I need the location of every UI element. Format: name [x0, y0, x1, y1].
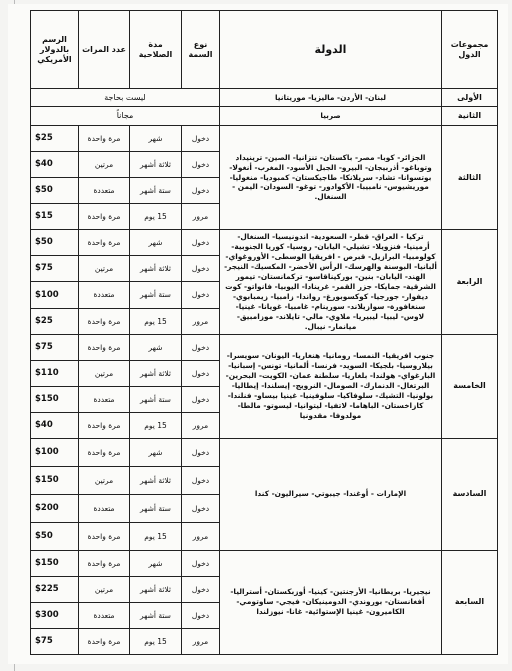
group-countries: جنوب افريقيا- النمسا- رومانيا- هنغاريا- اليونان- سويسرا- بيلاروسيا- بلجيكا- السويد- فرنسا- ألمانيا- تونس- إسبانيا- البارغواي- هولندا- بلغاريا- سلطنة عمان- الكويت- البحرين- البرتغال- الدنمارك- الصومال- النرويج- إيسلندا- إيطاليا- بولونيا- التشيك- سلوفاكيا- سلوفينيا- غينيا بيساو- فنلندا- كازاخستان- الباهاما- لاتفيا- ليتوانيا- ليسوتو- مالطا- مولدوفا- مقدونيا	[220, 334, 442, 438]
visa-fees-table	[30, 10, 498, 655]
header-entries: عدد المرات	[79, 11, 130, 89]
visa-type-cell: دخول	[182, 334, 220, 360]
validity-cell: 15 يوم	[130, 522, 182, 550]
fee-cell: $150	[31, 386, 79, 412]
entries-cell: متعددة	[79, 386, 130, 412]
group-countries: نيجيريا- بريطانيا- الأرجنتين- كينيا- أوزبكستان- أستراليا- أفغانستان- بوروندي- الدومينيكان- فيجي- ساوتومي- الكاميرون- غينيا الإستوائية- غانا- نيوزلندا	[220, 550, 442, 654]
entries-cell: مرتين	[79, 360, 130, 386]
group-name: السادسة	[442, 438, 498, 550]
entries-cell: مرتين	[79, 576, 130, 602]
visa-type-cell: دخول	[182, 602, 220, 628]
entries-cell: مرة واحدة	[79, 522, 130, 550]
visa-type-cell: دخول	[182, 550, 220, 576]
validity-cell: شهر	[130, 230, 182, 256]
visa-type-cell: مرور	[182, 308, 220, 334]
fee-row	[31, 126, 498, 152]
validity-cell: ثلاثة أشهر	[130, 576, 182, 602]
fee-cell: $40	[31, 412, 79, 438]
validity-cell: ثلاثة أشهر	[130, 152, 182, 178]
fee-cell: $100	[31, 438, 79, 466]
validity-cell: 15 يوم	[130, 628, 182, 654]
validity-cell: 15 يوم	[130, 412, 182, 438]
fee-cell: $50	[31, 178, 79, 204]
fee-cell: $150	[31, 550, 79, 576]
validity-cell: شهر	[130, 334, 182, 360]
validity-cell: ثلاثة أشهر	[130, 256, 182, 282]
entries-cell: مرة واحدة	[79, 438, 130, 466]
group-countries: لبنان- الأردن- ماليزيا- موريتانيا	[220, 89, 442, 107]
header-group: مجموعات الدول	[442, 11, 498, 89]
header-countries: الدولة	[220, 11, 442, 89]
fee-cell: $25	[31, 308, 79, 334]
validity-cell: ثلاثة أشهر	[130, 360, 182, 386]
group-row	[31, 89, 498, 107]
group-name: الثانية	[442, 107, 498, 126]
group-name: الخامسة	[442, 334, 498, 438]
group-name: الثالثة	[442, 126, 498, 230]
visa-type-cell: مرور	[182, 628, 220, 654]
validity-cell: شهر	[130, 438, 182, 466]
visa-type-cell: دخول	[182, 256, 220, 282]
fee-cell: $50	[31, 522, 79, 550]
fee-cell: $225	[31, 576, 79, 602]
fee-cell: $75	[31, 256, 79, 282]
header-row	[31, 11, 498, 89]
group-note: مجاناً	[31, 107, 220, 126]
validity-cell: ستة أشهر	[130, 602, 182, 628]
fee-row	[31, 230, 498, 256]
entries-cell: متعددة	[79, 282, 130, 308]
visa-type-cell: دخول	[182, 178, 220, 204]
entries-cell: مرة واحدة	[79, 412, 130, 438]
fee-cell: $100	[31, 282, 79, 308]
entries-cell: مرة واحدة	[79, 550, 130, 576]
fee-row	[31, 550, 498, 576]
entries-cell: مرتين	[79, 466, 130, 494]
validity-cell: ستة أشهر	[130, 386, 182, 412]
entries-cell: مرة واحدة	[79, 628, 130, 654]
entries-cell: مرة واحدة	[79, 204, 130, 230]
validity-cell: شهر	[130, 550, 182, 576]
visa-type-cell: مرور	[182, 204, 220, 230]
entries-cell: مرة واحدة	[79, 308, 130, 334]
fee-cell: $150	[31, 466, 79, 494]
validity-cell: شهر	[130, 126, 182, 152]
fee-cell: $75	[31, 628, 79, 654]
visa-type-cell: دخول	[182, 438, 220, 466]
group-name: الأولى	[442, 89, 498, 107]
visa-type-cell: دخول	[182, 126, 220, 152]
visa-type-cell: دخول	[182, 230, 220, 256]
validity-cell: 15 يوم	[130, 308, 182, 334]
fee-cell: $40	[31, 152, 79, 178]
fee-row	[31, 438, 498, 466]
visa-type-cell: مرور	[182, 522, 220, 550]
visa-type-cell: دخول	[182, 360, 220, 386]
group-row	[31, 107, 498, 126]
fee-cell: $200	[31, 494, 79, 522]
fee-cell: $110	[31, 360, 79, 386]
document-page	[8, 4, 508, 664]
fee-cell: $15	[31, 204, 79, 230]
visa-type-cell: دخول	[182, 282, 220, 308]
entries-cell: مرة واحدة	[79, 334, 130, 360]
visa-type-cell: دخول	[182, 466, 220, 494]
entries-cell: مرتين	[79, 256, 130, 282]
group-countries: الإمارات - أوغندا- جيبوتي- سيراليون- كندا	[220, 438, 442, 550]
fee-row	[31, 334, 498, 360]
validity-cell: ثلاثة أشهر	[130, 466, 182, 494]
visa-type-cell: دخول	[182, 494, 220, 522]
entries-cell: متعددة	[79, 494, 130, 522]
header-visa-type: نوع السمة	[182, 11, 220, 89]
header-validity: مدة الصلاحية	[130, 11, 182, 89]
fee-cell: $25	[31, 126, 79, 152]
visa-type-cell: دخول	[182, 576, 220, 602]
group-note: ليست بحاجة	[31, 89, 220, 107]
header-fee: الرسم بالدولار الأمريكي	[31, 11, 79, 89]
validity-cell: 15 يوم	[130, 204, 182, 230]
visa-type-cell: دخول	[182, 386, 220, 412]
validity-cell: ستة أشهر	[130, 494, 182, 522]
entries-cell: مرة واحدة	[79, 126, 130, 152]
fee-cell: $50	[31, 230, 79, 256]
fee-cell: $300	[31, 602, 79, 628]
entries-cell: مرتين	[79, 152, 130, 178]
entries-cell: مرة واحدة	[79, 230, 130, 256]
fee-cell: $75	[31, 334, 79, 360]
entries-cell: متعددة	[79, 178, 130, 204]
validity-cell: ستة أشهر	[130, 282, 182, 308]
group-countries: تركيا - العراق- قطر- السعودية- اندونيسيا- السنغال- أرمينيا- فنزويلا- تشيلي- اليابان- روسيا- كوريا الجنوبية- كولومبيا- البرازيل- قبرص - افريقيا الوسطى- الأوروغواي- ألبانيا- البوسنة والهرسك- الرأس الأخضر- المكسيك- النيجر- الهند- اليابان- بنين- بوركيناقاسو- تركمانستان- تيمور الشرقية- جمايكا- جزر القمر- غرينادا- اليوبيا- فانواتو- كوت ديفوار- جورجيا- كوكسوبورغ- رواندا- زامبيا- زيمبابوي- سنغافورة- سوازيلاند- سورينام- غامبيا- غويانا- غينيا- لاوس- ليبيا- ليبيريا- ملاوي- مالي- تايلاند- موزامبيق- ميانمار- نيبال.	[220, 230, 442, 335]
validity-cell: ستة أشهر	[130, 178, 182, 204]
group-name: السابعة	[442, 550, 498, 654]
entries-cell: متعددة	[79, 602, 130, 628]
visa-type-cell: مرور	[182, 412, 220, 438]
visa-type-cell: دخول	[182, 152, 220, 178]
group-name: الرابعة	[442, 230, 498, 335]
group-countries: الجزائر- كوبا- مصر- باكستان- تنزانيا- الصين- ترينيداد وتوباغو- أذربيجان- البيرو- الجبل الأسود- المغرب- أنغولا- بوتسوانا- تشاد- سريلانكا- طاجيكستان- كمبوديا- منغوليا- موريشيوس- نامبيبا- الأكوادور- توغو- السودان- اليمن - السنغال.	[220, 126, 442, 230]
group-countries: صربيا	[220, 107, 442, 126]
